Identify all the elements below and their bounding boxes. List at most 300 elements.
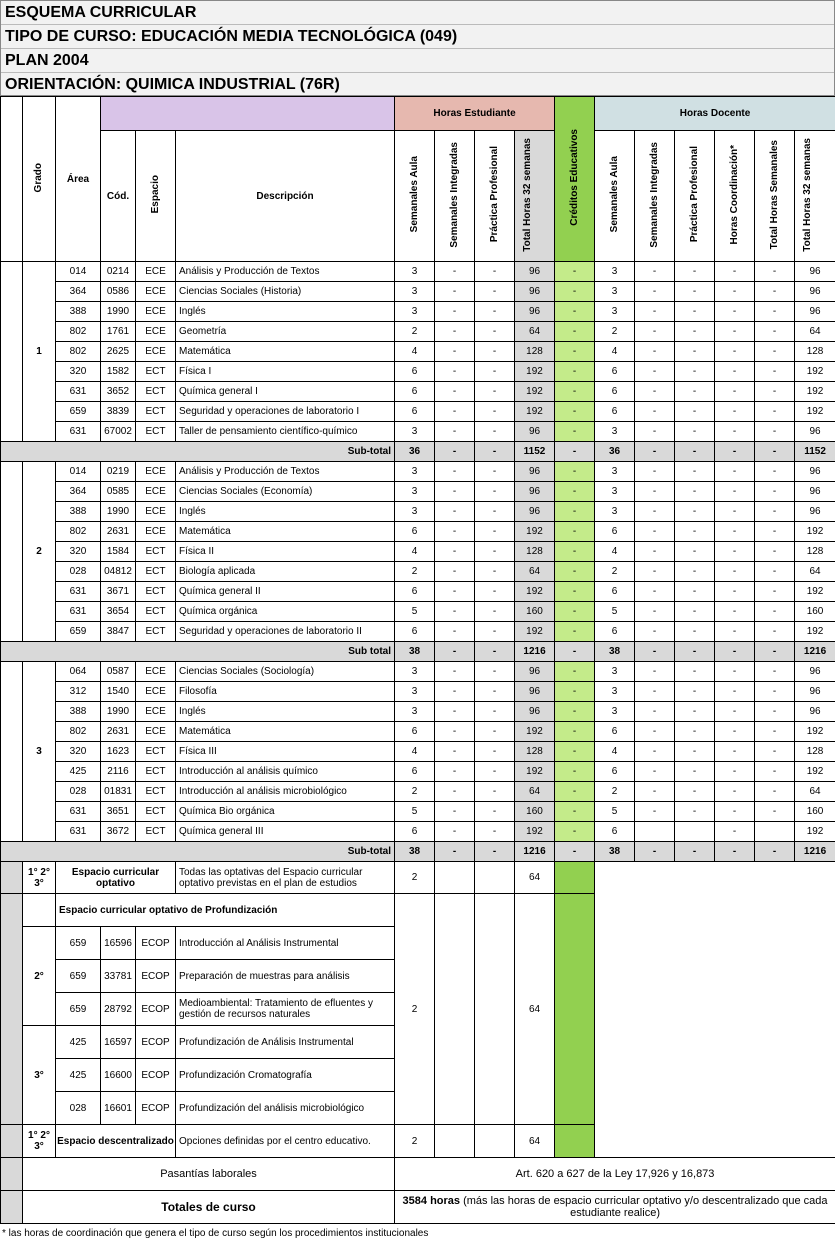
area-code: 631 (56, 422, 101, 442)
row-spacer (1, 1191, 23, 1224)
cell-d-ths: - (755, 462, 795, 482)
space-type: ECE (136, 282, 176, 302)
cell-ce: - (555, 402, 595, 422)
totales-value (395, 1191, 835, 1224)
header-area: Área (56, 97, 101, 262)
profundizacion-sa: 2 (395, 894, 435, 1125)
course-description: Química general I (176, 382, 395, 402)
subtotal-row (1, 642, 835, 662)
cell-pp: - (475, 322, 515, 342)
space-type: ECE (136, 462, 176, 482)
cell-d-si: - (635, 742, 675, 762)
profundizacion-grado-blank (23, 894, 56, 927)
space-type: ECT (136, 562, 176, 582)
cell-si: - (435, 402, 475, 422)
cell-d-pp: - (675, 742, 715, 762)
course-description: Seguridad y operaciones de laboratorio I (176, 402, 395, 422)
course-code: 3671 (101, 582, 136, 602)
totales-note: (más las horas de espacio curricular optativo y/o descentralizado que cada estudiante realice) (460, 1195, 828, 1219)
cell-d-pp: - (675, 482, 715, 502)
cell-th: 160 (515, 602, 555, 622)
course-description: Profundización Cromatografía (176, 1059, 395, 1092)
cell-th: 96 (515, 682, 555, 702)
area-code: 388 (56, 502, 101, 522)
space-type: ECE (136, 302, 176, 322)
cell-d-si: - (635, 582, 675, 602)
subtotal-label: Sub-total (1, 442, 395, 462)
cell-d-th: 96 (795, 282, 835, 302)
course-row (1, 742, 835, 762)
space-type: ECT (136, 542, 176, 562)
descentralizado-th: 64 (515, 1125, 555, 1158)
cell-d-si: - (635, 302, 675, 322)
grade-spacer (1, 662, 23, 842)
pasantias-row (1, 1158, 835, 1191)
cell-d-pp: - (675, 702, 715, 722)
cell-ce: - (555, 342, 595, 362)
cell-si: - (435, 762, 475, 782)
course-code: 04812 (101, 562, 136, 582)
cell-d-hc: - (715, 502, 755, 522)
title-block (0, 0, 835, 96)
cell-d-ths: - (755, 762, 795, 782)
cell-d-ths: - (755, 602, 795, 622)
cell-d-hc: - (715, 762, 755, 782)
cell-d-sa: 4 (595, 542, 635, 562)
course-row (1, 402, 835, 422)
cell-d-pp: - (675, 762, 715, 782)
course-code: 0219 (101, 462, 136, 482)
course-description: Física I (176, 362, 395, 382)
course-description: Introducción al Análisis Instrumental (176, 927, 395, 960)
cell-d-sa: 3 (595, 482, 635, 502)
cell-d-ths: - (755, 482, 795, 502)
course-description: Matemática (176, 722, 395, 742)
area-code: 631 (56, 602, 101, 622)
cell-d-ths (755, 822, 795, 842)
profundizacion-th: 64 (515, 894, 555, 1125)
cell-d-hc: - (715, 782, 755, 802)
cell-si: - (435, 342, 475, 362)
cell-sa: 6 (395, 362, 435, 382)
cell-d-th: 192 (795, 522, 835, 542)
area-code: 659 (56, 402, 101, 422)
subtotal-si: - (435, 842, 475, 862)
space-type: ECT (136, 382, 176, 402)
cell-ce: - (555, 322, 595, 342)
course-row (1, 722, 835, 742)
cell-d-ths: - (755, 702, 795, 722)
course-row (1, 702, 835, 722)
cell-d-hc: - (715, 462, 755, 482)
header-cell: Total Horas 32 semanas (515, 131, 555, 262)
descentralizado-si (435, 1125, 475, 1158)
descentralizado-label: Espacio descentralizado (56, 1125, 176, 1158)
course-code: 33781 (101, 960, 136, 993)
cell-ce: - (555, 782, 595, 802)
cell-d-si: - (635, 482, 675, 502)
cell-d-si: - (635, 762, 675, 782)
cell-d-pp: - (675, 462, 715, 482)
row-spacer (1, 862, 23, 894)
cell-d-ths: - (755, 362, 795, 382)
cell-d-th: 192 (795, 762, 835, 782)
orientation: ORIENTACIÓN: QUIMICA INDUSTRIAL (76R) (5, 76, 340, 93)
cell-sa: 3 (395, 662, 435, 682)
cell-d-hc: - (715, 342, 755, 362)
subtotal-d-hc: - (715, 842, 755, 862)
cell-d-hc: - (715, 322, 755, 342)
cell-si: - (435, 382, 475, 402)
cell-d-pp: - (675, 402, 715, 422)
area-code: 064 (56, 662, 101, 682)
course-description: Taller de pensamiento científico-químico (176, 422, 395, 442)
course-description: Química general II (176, 582, 395, 602)
totales-label: Totales de curso (23, 1191, 395, 1224)
cell-d-si: - (635, 622, 675, 642)
cell-d-ths: - (755, 682, 795, 702)
cell-d-ths: - (755, 282, 795, 302)
pasantias-value: Art. 620 a 627 de la Ley 17,926 y 16,873 (395, 1158, 835, 1191)
space-type: ECE (136, 682, 176, 702)
header-cell: Semanales Aula (395, 131, 435, 262)
course-row (1, 782, 835, 802)
cell-sa: 6 (395, 402, 435, 422)
cell-sa: 3 (395, 462, 435, 482)
cell-d-ths: - (755, 742, 795, 762)
space-type: ECE (136, 322, 176, 342)
cell-sa: 3 (395, 682, 435, 702)
cell-d-ths: - (755, 722, 795, 742)
cell-d-ths: - (755, 502, 795, 522)
cell-d-th: 192 (795, 822, 835, 842)
subtotal-ce: - (555, 642, 595, 662)
cell-ce: - (555, 282, 595, 302)
course-row (1, 302, 835, 322)
profundizacion-grado: 3° (23, 1026, 56, 1125)
area-code: 312 (56, 682, 101, 702)
space-type: ECT (136, 802, 176, 822)
course-description: Química Bio orgánica (176, 802, 395, 822)
space-type: ECT (136, 362, 176, 382)
area-code: 802 (56, 522, 101, 542)
area-code: 320 (56, 542, 101, 562)
cell-ce: - (555, 382, 595, 402)
cell-d-th: 192 (795, 622, 835, 642)
cell-d-ths: - (755, 562, 795, 582)
cell-d-sa: 2 (595, 562, 635, 582)
cell-ce: - (555, 362, 595, 382)
cell-d-hc: - (715, 522, 755, 542)
cell-ce: - (555, 622, 595, 642)
cell-d-pp: - (675, 802, 715, 822)
cell-d-hc: - (715, 742, 755, 762)
course-row (1, 822, 835, 842)
grade-number: 2 (23, 462, 56, 642)
cell-d-th: 192 (795, 382, 835, 402)
area-code: 364 (56, 482, 101, 502)
cell-d-pp: - (675, 522, 715, 542)
cell-d-th: 160 (795, 802, 835, 822)
cell-pp: - (475, 282, 515, 302)
area-code: 802 (56, 322, 101, 342)
cell-si: - (435, 302, 475, 322)
cell-d-th: 96 (795, 262, 835, 282)
cell-d-pp: - (675, 422, 715, 442)
space-type: ECE (136, 722, 176, 742)
course-description: Filosofía (176, 682, 395, 702)
cell-th: 64 (515, 322, 555, 342)
subtotal-d-sa: 38 (595, 842, 635, 862)
course-description: Ciencias Sociales (Sociología) (176, 662, 395, 682)
subtotal-d-si: - (635, 442, 675, 462)
cell-ce: - (555, 262, 595, 282)
cell-sa: 3 (395, 282, 435, 302)
cell-d-pp: - (675, 502, 715, 522)
cell-d-th: 96 (795, 662, 835, 682)
space-type: ECE (136, 482, 176, 502)
header-cell: Práctica Profesional (475, 131, 515, 262)
optativo-credit (555, 862, 595, 894)
space-type: ECT (136, 602, 176, 622)
cell-th: 192 (515, 762, 555, 782)
cell-sa: 2 (395, 562, 435, 582)
cell-d-pp: - (675, 542, 715, 562)
cell-d-sa: 6 (595, 622, 635, 642)
cell-pp: - (475, 622, 515, 642)
cell-th: 96 (515, 282, 555, 302)
area-code: 014 (56, 462, 101, 482)
cell-sa: 3 (395, 302, 435, 322)
cell-si: - (435, 462, 475, 482)
cell-si: - (435, 422, 475, 442)
area-code: 320 (56, 742, 101, 762)
course-description: Inglés (176, 302, 395, 322)
course-description: Análisis y Producción de Textos (176, 462, 395, 482)
optativo-grado: 1° 2° 3° (23, 862, 56, 894)
area-code: 659 (56, 622, 101, 642)
space-type: ECOP (136, 1092, 176, 1125)
course-row (1, 542, 835, 562)
course-row (1, 802, 835, 822)
course-row (1, 622, 835, 642)
area-code: 320 (56, 362, 101, 382)
cell-d-sa: 2 (595, 782, 635, 802)
cell-d-sa: 6 (595, 382, 635, 402)
cell-pp: - (475, 722, 515, 742)
cell-pp: - (475, 662, 515, 682)
cell-d-sa: 3 (595, 282, 635, 302)
profundizacion-title: Espacio curricular optativo de Profundización (56, 894, 395, 927)
course-description: Seguridad y operaciones de laboratorio II (176, 622, 395, 642)
cell-d-si: - (635, 802, 675, 822)
cell-th: 128 (515, 542, 555, 562)
cell-d-th: 96 (795, 482, 835, 502)
optativo-row (1, 862, 835, 894)
cell-sa: 3 (395, 482, 435, 502)
course-code: 16596 (101, 927, 136, 960)
course-code: 2631 (101, 522, 136, 542)
curriculum-table (0, 96, 835, 1224)
cell-pp: - (475, 422, 515, 442)
subtotal-pp: - (475, 642, 515, 662)
cell-th: 128 (515, 342, 555, 362)
grade-spacer (1, 462, 23, 642)
cell-d-si: - (635, 562, 675, 582)
cell-d-pp: - (675, 782, 715, 802)
header-cell: Horas Coordinación* (715, 131, 755, 262)
course-description: Física III (176, 742, 395, 762)
cell-si: - (435, 782, 475, 802)
descentralizado-description: Opciones definidas por el centro educativo. (176, 1125, 395, 1158)
course-code: 3847 (101, 622, 136, 642)
cell-th: 192 (515, 362, 555, 382)
cell-ce: - (555, 602, 595, 622)
space-type: ECOP (136, 960, 176, 993)
row-spacer (1, 1125, 23, 1158)
space-type: ECT (136, 822, 176, 842)
cell-d-ths: - (755, 382, 795, 402)
subtotal-row (1, 842, 835, 862)
row-spacer (1, 1158, 23, 1191)
cell-th: 64 (515, 562, 555, 582)
space-type: ECE (136, 662, 176, 682)
cell-d-pp: - (675, 382, 715, 402)
cell-ce: - (555, 702, 595, 722)
subtotal-d-ths: - (755, 642, 795, 662)
area-code: 028 (56, 782, 101, 802)
cell-d-ths: - (755, 302, 795, 322)
cell-pp: - (475, 682, 515, 702)
cell-th: 192 (515, 382, 555, 402)
header-cell: Semanales Integradas (635, 131, 675, 262)
cell-pp: - (475, 502, 515, 522)
optativo-docente-blank (595, 862, 835, 894)
course-row (1, 462, 835, 482)
cell-d-hc: - (715, 402, 755, 422)
area-code: 631 (56, 802, 101, 822)
subtotal-sa: 38 (395, 642, 435, 662)
course-row (1, 342, 835, 362)
subtotal-ce: - (555, 842, 595, 862)
cell-pp: - (475, 482, 515, 502)
cell-pp: - (475, 522, 515, 542)
cell-d-hc: - (715, 822, 755, 842)
subtotal-label: Sub total (1, 642, 395, 662)
subtotal-th: 1216 (515, 642, 555, 662)
subtotal-d-pp: - (675, 842, 715, 862)
course-row (1, 262, 835, 282)
area-code: 388 (56, 702, 101, 722)
cell-sa: 6 (395, 722, 435, 742)
subtotal-label: Sub-total (1, 842, 395, 862)
course-description: Geometría (176, 322, 395, 342)
cell-d-th: 128 (795, 342, 835, 362)
course-code: 1540 (101, 682, 136, 702)
optativo-description: Todas las optativas del Espacio curricular optativo previstas en el plan de estudios (176, 862, 395, 894)
cell-d-sa: 5 (595, 602, 635, 622)
course-row (1, 682, 835, 702)
course-row (1, 422, 835, 442)
cell-sa: 4 (395, 742, 435, 762)
cell-th: 96 (515, 482, 555, 502)
cell-d-ths: - (755, 402, 795, 422)
course-row (1, 662, 835, 682)
cell-d-ths: - (755, 662, 795, 682)
descentralizado-docente-blank (595, 1125, 835, 1158)
cell-d-sa: 6 (595, 762, 635, 782)
cell-si: - (435, 362, 475, 382)
cell-d-pp: - (675, 362, 715, 382)
area-code: 631 (56, 822, 101, 842)
course-row (1, 602, 835, 622)
course-row (1, 322, 835, 342)
cell-sa: 5 (395, 802, 435, 822)
subtotal-d-pp: - (675, 642, 715, 662)
cell-si: - (435, 282, 475, 302)
cell-ce: - (555, 522, 595, 542)
cell-si: - (435, 702, 475, 722)
cell-sa: 2 (395, 782, 435, 802)
course-code: 16600 (101, 1059, 136, 1092)
cell-d-hc: - (715, 302, 755, 322)
cell-d-sa: 4 (595, 342, 635, 362)
doc-title: ESQUEMA CURRICULAR (1, 1, 834, 25)
subtotal-sa: 38 (395, 842, 435, 862)
profundizacion-pp (475, 894, 515, 1125)
cell-d-si: - (635, 462, 675, 482)
cell-d-sa: 3 (595, 302, 635, 322)
cell-d-sa: 6 (595, 522, 635, 542)
cell-th: 192 (515, 522, 555, 542)
cell-d-si: - (635, 602, 675, 622)
cell-d-th: 64 (795, 322, 835, 342)
course-code: 1584 (101, 542, 136, 562)
descentralizado-sa: 2 (395, 1125, 435, 1158)
cell-d-si: - (635, 542, 675, 562)
cell-ce: - (555, 682, 595, 702)
course-description: Química general III (176, 822, 395, 842)
cell-d-pp: - (675, 282, 715, 302)
header-espacio: Espacio (136, 131, 176, 262)
course-code: 0214 (101, 262, 136, 282)
cell-sa: 5 (395, 602, 435, 622)
course-code: 3672 (101, 822, 136, 842)
cell-si: - (435, 622, 475, 642)
cell-pp: - (475, 762, 515, 782)
cell-si: - (435, 562, 475, 582)
cell-d-th: 96 (795, 422, 835, 442)
subtotal-d-sa: 38 (595, 642, 635, 662)
cell-th: 128 (515, 742, 555, 762)
cell-si: - (435, 582, 475, 602)
cell-si: - (435, 822, 475, 842)
cell-d-si: - (635, 262, 675, 282)
cell-d-sa: 6 (595, 822, 635, 842)
header-horas-docente: Horas Docente (595, 97, 835, 131)
course-description: Biología aplicada (176, 562, 395, 582)
space-type: ECT (136, 422, 176, 442)
space-type: ECE (136, 502, 176, 522)
course-row (1, 522, 835, 542)
header-horas-estudiante: Horas Estudiante (395, 97, 555, 131)
totales-row (1, 1191, 835, 1224)
space-type: ECE (136, 702, 176, 722)
subtotal-d-sa: 36 (595, 442, 635, 462)
course-row (1, 282, 835, 302)
cell-d-sa: 6 (595, 362, 635, 382)
course-description: Análisis y Producción de Textos (176, 262, 395, 282)
